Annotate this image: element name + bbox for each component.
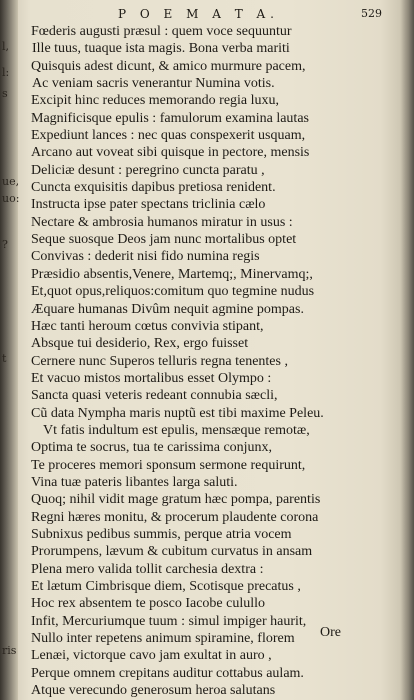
verse-line: Cernere nunc Superos telluris regna tenentes ,: [31, 353, 288, 369]
verse-line: Ille tuus, tuaque ista magis. Bona verba mariti: [32, 41, 290, 57]
verse-line: Vina tuæ pateris libantes larga saluti.: [31, 474, 238, 490]
verse-line: Et vacuo mistos mortalibus esset Olympo :: [31, 370, 272, 386]
verse-line: Infit, Mercuriumque tuum : simul impiger haurit,: [31, 613, 307, 629]
running-header: [0, 6, 414, 24]
margin-fragment: s: [2, 87, 8, 100]
verse-line: Convivas : dederit nisi fido numina regis: [31, 249, 260, 265]
verse-line: Et lætum Cimbrisque diem, Scotisque precatus ,: [31, 579, 301, 594]
verse-line: Ac veniam sacris venerantur Numina votis.: [32, 76, 275, 92]
margin-fragment: ue,: [2, 175, 20, 188]
page-edge-shadow: [400, 0, 414, 700]
verse-line: Absque tui desiderio, Rex, ergo fuisset: [31, 336, 249, 352]
verse-line: Et,quot opus,reliquos:comitum quo tegmine nudus: [31, 284, 315, 300]
verse-line: Optima te socrus, tua te carissima conjunx,: [31, 440, 273, 456]
margin-fragment: ?: [2, 238, 8, 251]
verse-line: Arcano aut voveat sibi quisque in pectore, mensis: [31, 145, 310, 161]
verse-line: Expediunt lances : nec quas conspexerit usquam,: [31, 128, 306, 144]
verse-line: Excipit hinc reduces memorando regia luxu,: [31, 93, 280, 109]
verse-line: Fœderis augusti præsul : quem voce sequuntur: [31, 24, 292, 39]
page-number: 529: [361, 7, 382, 20]
verse-line: Nectare & ambrosia humanos miratur in usus :: [31, 214, 293, 230]
verse-line: Seque suosque Deos jam nunc mortalibus optet: [31, 232, 297, 248]
facing-page-edge: [0, 0, 18, 700]
margin-fragment: ris: [2, 644, 17, 657]
verse-line: Sancta quasi veteris redeant connubia sæcli,: [31, 388, 278, 404]
verse-line: Nullo inter repetens animum spiramine, florem: [31, 631, 295, 647]
verse-line: Magnificisque epulis : famulorum examina lautas: [31, 110, 309, 126]
verse-line: Hoc rex absentem te posco Iacobe culullo: [31, 596, 266, 612]
verse-line: Atque verecundo generosum heroa salutans: [31, 683, 276, 699]
verse-line: Te proceres memori sponsum sermone requirunt,: [31, 457, 306, 473]
verse-line: Quoq; nihil vidit mage gratum hæc pompa, parentis: [31, 492, 321, 508]
verse-line: Regni hæres monitu, & procerum plaudente corona: [31, 509, 319, 525]
verse-line: Hæc tanti heroum cœtus convivia stipant,: [31, 318, 264, 334]
poem-text: [31, 23, 383, 699]
verse-line: Æquare humanas Divûm nequit agmine pompas.: [31, 301, 304, 317]
margin-fragment: l,: [2, 40, 10, 53]
catchword: Ore: [320, 625, 341, 640]
margin-fragment: t: [2, 352, 7, 365]
verse-line: Perque omnem crepitans auditur cottabus aulam.: [31, 665, 304, 681]
margin-fragment: l:: [2, 66, 10, 79]
verse-line: Vt fatis indultum est epulis, mensæque remotæ,: [43, 422, 310, 438]
verse-line: Instructa ipse pater spectans triclinia cælo: [31, 197, 266, 213]
verse-line: Præsidio absentis,Venere, Martemq;, Minervamq;,: [31, 266, 313, 282]
verse-line: Subnixus pedibus summis, perque atria vocem: [31, 526, 292, 542]
verse-line: Plena mero valida tollit carchesia dextra :: [31, 561, 264, 577]
margin-fragment: uo:: [2, 192, 20, 205]
running-title: P O E M A T A.: [118, 7, 279, 21]
verse-line: Prorumpens, lævum & cubitum curvatus in ansam: [31, 544, 313, 560]
verse-line: Cũ data Nympha maris nuptũ est tibi maxime Peleu.: [31, 405, 324, 421]
verse-line: Cuncta exquisitis dapibus pretiosa renident.: [31, 180, 276, 196]
verse-line: Deliciæ desunt : peregrino cuncta paratu ,: [31, 162, 265, 178]
verse-line: Lenæi, victorque cavo jam exultat in auro ,: [31, 648, 272, 664]
verse-line: Quisquis adest dicunt, & amico murmure pacem,: [31, 58, 306, 74]
